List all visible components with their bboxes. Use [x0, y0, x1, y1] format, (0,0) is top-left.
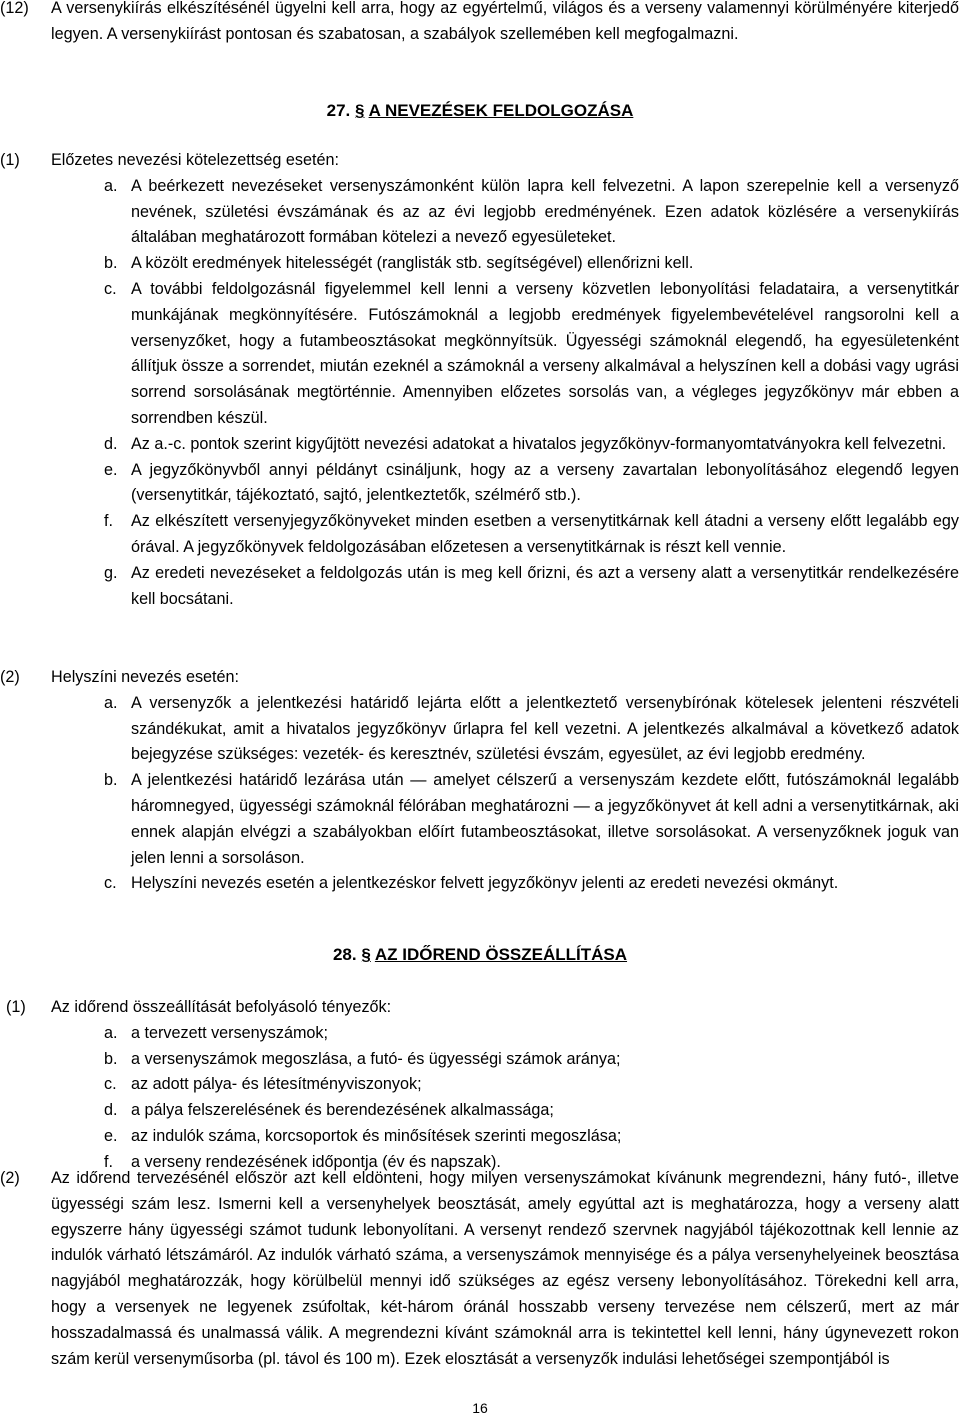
list-item — [0, 432, 960, 458]
item-letter: d. — [104, 1101, 118, 1120]
paragraph-intro: Az időrend összeállítását befolyásoló tényezők: — [51, 998, 392, 1016]
item-text: A további feldolgozásnál figyelemmel kell lenni a verseny közvetlen lebonyolítási feladataira, a versenytitkár munkájának megkönnyítésére. Futószámoknál a legjobb eredmények figyelembevételével rangsorolni kell a versenyzőket, hogy a futambeosztásokat megkönnyítsük. Ügyességi számoknál elegendő, ha egyesületenként állítjuk össze a sorrendet, miután ezeknél a számoknál a verseny alkalmával a helyszínen kell a dobási vagy ugrási sorrend sorsolásának megtörténnie. Amennyiben előzetes sorsolás van, a végleges jegyzőkönyv már ebben a sorrendben készül. — [131, 279, 959, 427]
item-text: az indulók száma, korcsoportok és minősítések szerinti megoszlása; — [131, 1126, 622, 1145]
item-letter: c. — [104, 279, 117, 298]
paragraph-12 — [0, 0, 960, 48]
section-title: A NEVEZÉSEK FELDOLGOZÁSA — [368, 101, 634, 120]
item-letter: d. — [104, 434, 118, 453]
item-letter: f. — [104, 512, 113, 531]
item-letter: a. — [104, 693, 118, 712]
list-item — [0, 561, 960, 613]
item-text: Helyszíni nevezés esetén a jelentkezéskor felvett jegyzőkönyv jelenti az eredeti nevezési okmányt. — [131, 874, 839, 893]
item-letter: b. — [104, 771, 118, 790]
item-letter: g. — [104, 563, 118, 582]
list-item — [0, 871, 960, 897]
list-item — [0, 174, 960, 251]
item-text: a pálya felszerelésének és berendezésének alkalmassága; — [131, 1101, 554, 1120]
item-text: a verseny rendezésének időpontja (év és napszak). — [131, 1152, 501, 1171]
list-item — [0, 1047, 960, 1073]
section-number: 28. — [332, 945, 357, 964]
list-item — [0, 1021, 960, 1047]
section-heading-27 — [0, 98, 960, 124]
list-item — [0, 509, 960, 561]
item-letter: f. — [104, 1152, 113, 1171]
list-item — [0, 277, 960, 432]
item-text: a versenyszámok megoszlása, a futó- és ügyességi számok aránya; — [131, 1049, 621, 1068]
paragraph-number: (12) — [0, 0, 29, 17]
item-letter: c. — [104, 1075, 117, 1094]
item-text: A közölt eredmények hitelességét (ranglisták stb. segítségével) ellenőrizni kell. — [131, 254, 694, 273]
page-number: 16 — [472, 1400, 488, 1416]
item-text: A beérkezett nevezéseket versenyszámonként külön lapra kell felvezetni. A lapon szerepelnie kell a versenyző nevének, születési évszámának és az az évi legjobb eredményének. Ezen adatok közlésére a versenykiírás általában meghatározott formában kötelezi a nevező egyesületeket. — [131, 176, 959, 247]
item-letter: b. — [104, 254, 118, 273]
paragraph-number: (2) — [0, 1169, 20, 1187]
paragraph-number: (1) — [0, 151, 20, 169]
section-heading-28 — [0, 942, 960, 968]
item-text: A jelentkezési határidő lezárása után — amelyet célszerű a versenyszám kezdete előtt, futószámoknál legalább háromnegyed, ügyességi számoknál félórában meghatározni — a jegyzőkönyvet át kell adni a versenytitkárnak, aki ennek alapján elvégzi a szabályokban előírt futambeosztásokat, illetve sorsolásokat. A versenyzőknek joguk van jelen lenni a sorsoláson. — [131, 771, 959, 867]
item-text: A versenyzők a jelentkezési határidő lejárta előtt a jelentkeztető versenybírónak kötelesek jelenteni részvételi szándékukat, amit a hivatalos jegyzőkönyv űrlapra fel kell vezetni. A jelentkezés alkalmával a következő adatok bejegyzése szükséges: vezeték- és keresztnév, születési évszám, egyesület, az évi legjobb eredmény. — [131, 693, 959, 764]
paragraph-intro: Helyszíni nevezés esetén: — [51, 668, 240, 686]
paragraph-number: (1) — [6, 998, 26, 1016]
item-text: Az a.-c. pontok szerint kigyűjtött nevezési adatokat a hivatalos jegyzőkönyv-formanyomtatványokra kell felvezetni. — [131, 434, 947, 453]
list-item — [0, 768, 960, 871]
item-text: Az eredeti nevezéseket a feldolgozás után is meg kell őrizni, és azt a verseny alatt a versenytitkár rendelkezésére kell bocsátani. — [131, 563, 959, 608]
item-letter: a. — [104, 1023, 118, 1042]
item-text: az adott pálya- és létesítményviszonyok; — [131, 1075, 422, 1094]
item-letter: b. — [104, 1049, 118, 1068]
list-item — [0, 458, 960, 510]
item-text: a tervezett versenyszámok; — [131, 1023, 329, 1042]
section-28-paragraph-1 — [0, 995, 960, 1176]
section-27-paragraph-1 — [0, 148, 960, 612]
item-text: Az elkészített versenyjegyzőkönyveket minden esetben a versenytitkárnak kell átadni a verseny előtt legalább egy órával. A jegyzőkönyvek feldolgozásában előzetesen a versenytitkárnak is részt kell vennie. — [131, 512, 959, 556]
paragraph-text: A versenykiírás elkészítésénél ügyelni kell arra, hogy az egyértelmű, világos és a verseny valamennyi körülményére kiterjedő legyen. A versenykiírást pontosan és szabatosan, a szabályok szellemében kell megfogalmazni. — [51, 0, 959, 43]
section-28-paragraph-2 — [0, 1166, 960, 1372]
section-27-paragraph-2 — [0, 665, 960, 897]
list-item — [0, 1072, 960, 1098]
list-item — [0, 1098, 960, 1124]
section-title: AZ IDŐREND ÖSSZEÁLLÍTÁSA — [374, 945, 628, 964]
section-sign: § — [355, 101, 365, 120]
item-letter: a. — [104, 176, 118, 195]
paragraph-intro: Előzetes nevezési kötelezettség esetén: — [51, 151, 339, 169]
list-item — [0, 691, 960, 768]
list-item — [0, 1124, 960, 1150]
item-letter: c. — [104, 874, 117, 893]
section-number: 27. — [326, 101, 351, 120]
paragraph-number: (2) — [0, 668, 20, 686]
item-letter: e. — [104, 1126, 118, 1145]
item-text: A jegyzőkönyvből annyi példányt csináljunk, hogy az a verseny zavartalan lebonyolításához elegendő legyen (versenytitkár, tájékoztató, sajtó, jelentkeztetők, szélmérő stb.). — [131, 460, 959, 505]
list-item — [0, 251, 960, 277]
paragraph-text: Az időrend tervezésénél először azt kell eldönteni, hogy milyen versenyszámokat kívánunk megrendezni, hány futó-, illetve ügyességi szám lesz. Ismerni kell a versenyhelyek beosztását, amely egyúttal azt is meghatározza, hogy a verseny alatt egyszerre hány ügyességi számot tudunk lebonyolítani. A versenyt rendező szervnek nagyjából tájékozottnak kell lennie az indulók várható létszámáról. Az indulók várható száma, a versenyszámok mennyisége és a pálya versenyhelyeinek beosztása nagyjából meghatározzák, hogy körülbelül mennyi idő szükséges az egész verseny lebonyolításához. Törekedni kell arra, hogy a versenyek ne legyenek zsúfoltak, két-három óránál hosszabb verseny tervezése nem célszerű, mert az már hosszadalmassá és unalmassá válik. A megrendezni kívánt számoknál arra is tekintettel kell lenni, hány úgynevezett rokon szám kerül versenyműsorba (pl. távol és 100 m). Ezek elosztását a versenyzők indulási lehetőségei szempontjából is — [51, 1169, 959, 1368]
section-sign: § — [361, 945, 371, 964]
item-letter: e. — [104, 460, 118, 479]
